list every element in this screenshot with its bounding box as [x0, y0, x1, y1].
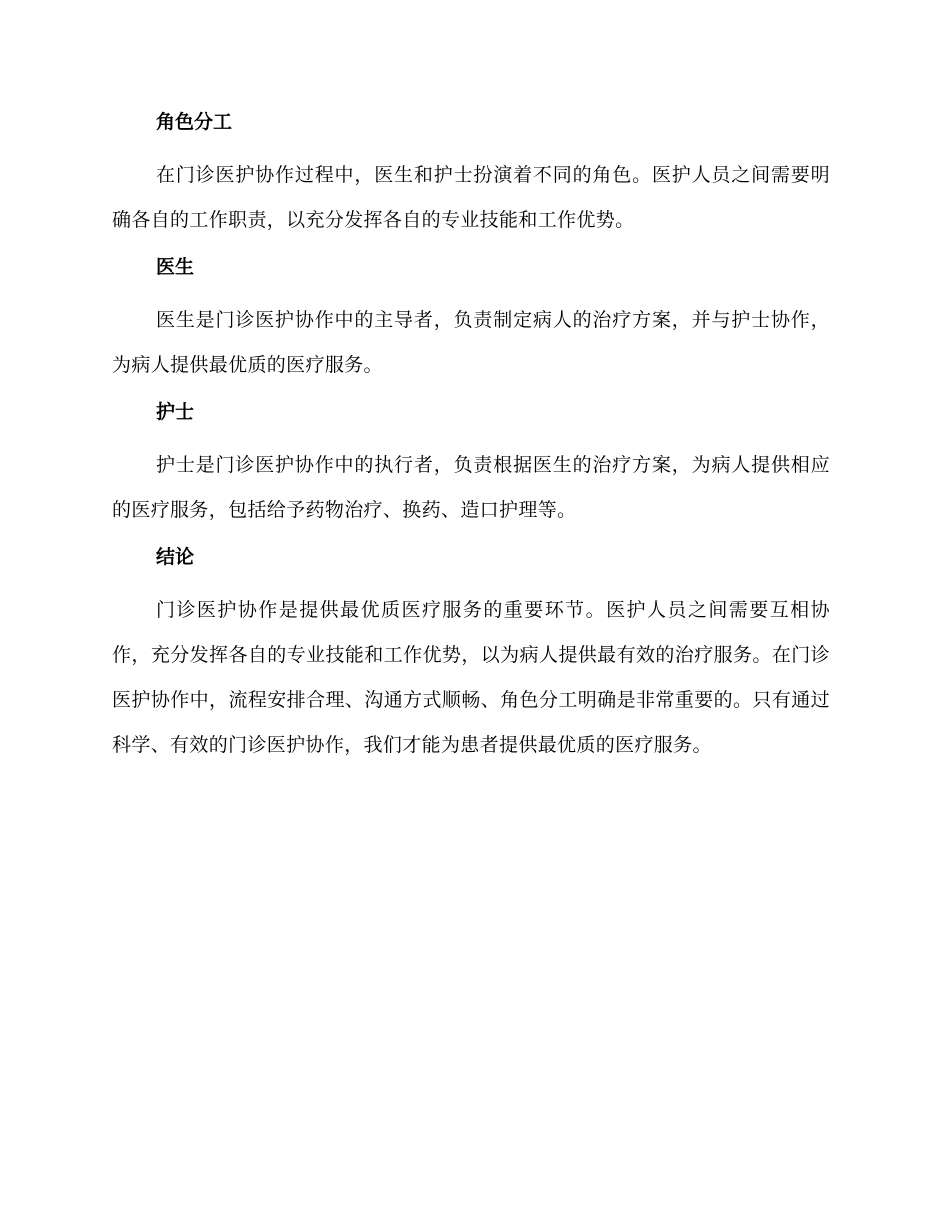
section-role-division — [112, 108, 830, 243]
section-heading: 医生 — [156, 256, 195, 278]
section-heading: 结论 — [156, 546, 195, 568]
section-paragraph: 护士是门诊医护协作中的执行者，负责根据医生的治疗方案，为病人提供相应的医疗服务，包括给予药物治疗、换药、造口护理等。 — [112, 454, 830, 521]
section-doctor — [112, 253, 830, 388]
section-paragraph: 门诊医护协作是提供最优质医疗服务的重要环节。医护人员之间需要互相协作，充分发挥各自的专业技能和工作优势，以为病人提供最有效的治疗服务。在门诊医护协作中，流程安排合理、沟通方式顺畅、角色分工明确是非常重要的。只有通过科学、有效的门诊医护协作，我们才能为患者提供最优质的医疗服务。 — [112, 599, 830, 756]
section-heading: 护士 — [156, 401, 195, 423]
section-heading: 角色分工 — [156, 111, 233, 133]
section-nurse — [112, 398, 830, 533]
section-conclusion — [112, 543, 830, 768]
section-paragraph: 在门诊医护协作过程中，医生和护士扮演着不同的角色。医护人员之间需要明确各自的工作职责，以充分发挥各自的专业技能和工作优势。 — [112, 164, 830, 231]
section-paragraph: 医生是门诊医护协作中的主导者，负责制定病人的治疗方案，并与护士协作，为病人提供最优质的医疗服务。 — [112, 309, 830, 376]
document-page — [112, 108, 830, 778]
